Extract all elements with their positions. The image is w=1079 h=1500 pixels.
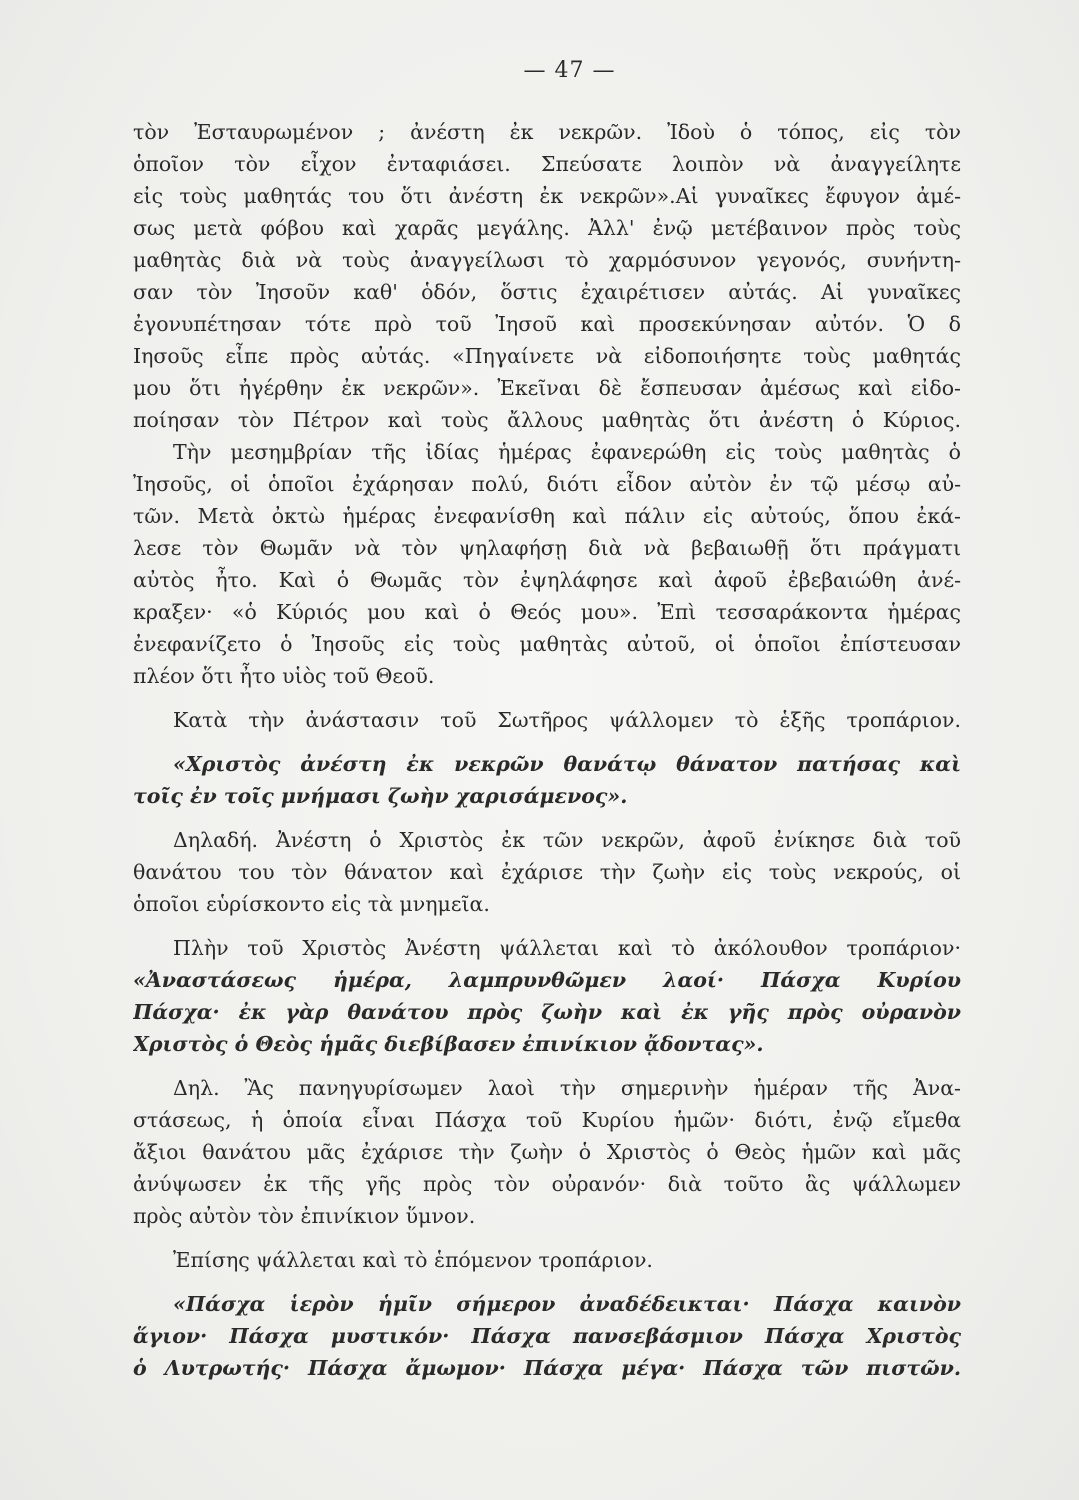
paragraph xyxy=(133,436,961,692)
text-line: σως μετὰ φόβου καὶ χαρᾶς μεγάλης. Ἀλλ' ἐνῷ μετέβαινον πρὸς τοὺς xyxy=(133,216,961,240)
text-line: Πάσχα· ἐκ γὰρ θανάτου πρὸς ζωὴν καὶ ἐκ γῆς πρὸς οὐρανὸν xyxy=(133,1000,961,1024)
text-line: Χριστὸς ὁ Θεὸς ἡμᾶς διεβίβασεν ἐπινίκιον ᾄδοντας». xyxy=(133,1032,764,1056)
paragraph xyxy=(133,824,961,920)
text-line: ἅγιον· Πάσχα μυστικόν· Πάσχα πανσεβάσμιον Πάσχα Χριστὸς xyxy=(133,1324,961,1348)
text-line: Ιησοῦς εἶπε πρὸς αὐτάς. «Πηγαίνετε νὰ εἰδοποιήσητε τοὺς μαθητάς xyxy=(133,344,961,368)
text-line: Τὴν μεσημβρίαν τῆς ἰδίας ἡμέρας ἐφανερώθη εἰς τοὺς μαθητὰς ὁ xyxy=(173,440,961,464)
text-line: ὁ Λυτρωτής· Πάσχα ἄμωμον· Πάσχα μέγα· Πάσχα τῶν πιστῶν. xyxy=(133,1356,961,1380)
text-line: Δηλαδή. Ἀνέστη ὁ Χριστὸς ἐκ τῶν νεκρῶν, ἀφοῦ ἐνίκησε διὰ τοῦ xyxy=(173,828,961,852)
hymn-paragraph xyxy=(133,1288,961,1384)
text-line: πρὸς αὐτὸν τὸν ἐπινίκιον ὕμνον. xyxy=(133,1204,476,1228)
paragraph xyxy=(133,1244,961,1276)
text-line: «Πάσχα ἱερὸν ἡμῖν σήμερον ἀναδέδεικται· Πάσχα καινὸν xyxy=(173,1292,961,1316)
text-line: «Ἀναστάσεως ἡμέρα, λαμπρυνθῶμεν λαοί· Πάσχα Κυρίου xyxy=(133,968,961,992)
text-line: λεσε τὸν Θωμᾶν νὰ τὸν ψηλαφήσῃ διὰ νὰ βεβαιωθῇ ὅτι πράγματι xyxy=(133,536,961,560)
text-line: μου ὅτι ἠγέρθην ἐκ νεκρῶν». Ἐκεῖναι δὲ ἔσπευσαν ἀμέσως καὶ εἰδο- xyxy=(133,376,961,400)
text-line: εἰς τοὺς μαθητάς του ὅτι ἀνέστη ἐκ νεκρῶν».Αἱ γυναῖκες ἔφυγον ἀμέ- xyxy=(133,184,961,208)
text-line: τοῖς ἐν τοῖς μνήμασι ζωὴν χαρισάμενος». xyxy=(133,784,628,808)
text-line: θανάτου του τὸν θάνατον καὶ ἐχάρισε τὴν ζωὴν εἰς τοὺς νεκρούς, οἱ xyxy=(133,860,961,884)
text-line: ὁποῖοι εὑρίσκοντο εἰς τὰ μνημεῖα. xyxy=(133,892,490,916)
text-line: Πλὴν τοῦ Χριστὸς Ἀνέστη ψάλλεται καὶ τὸ ἀκόλουθον τροπάριον· xyxy=(173,936,961,960)
text-line: «Χριστὸς ἀνέστη ἐκ νεκρῶν θανάτῳ θάνατον πατήσας καὶ xyxy=(173,752,961,776)
paragraph xyxy=(133,704,961,736)
text-line: ἄξιοι θανάτου μᾶς ἐχάρισε τὴν ζωὴν ὁ Χριστὸς ὁ Θεὸς ἡμῶν καὶ μᾶς xyxy=(133,1140,961,1164)
hymn-paragraph xyxy=(133,748,961,812)
text-line: κραξεν· «ὁ Κύριός μου καὶ ὁ Θεός μου». Ἐπὶ τεσσαράκοντα ἡμέρας xyxy=(133,600,961,624)
text-line: τὸν Ἐσταυρωμένον ; ἀνέστη ἐκ νεκρῶν. Ἰδοὺ ὁ τόπος, εἰς τὸν xyxy=(133,120,961,144)
text-line: ὁποῖον τὸν εἶχον ἐνταφιάσει. Σπεύσατε λοιπὸν νὰ ἀναγγείλητε xyxy=(133,152,961,176)
text-line: μαθητὰς διὰ νὰ τοὺς ἀναγγείλωσι τὸ χαρμόσυνον γεγονός, συνήντη- xyxy=(133,248,961,272)
text-line: πλέον ὅτι ἦτο υἱὸς τοῦ Θεοῦ. xyxy=(133,664,435,688)
text-line: Δηλ. Ἂς πανηγυρίσωμεν λαοὶ τὴν σημερινὴν ἡμέραν τῆς Ἀνα- xyxy=(173,1076,961,1100)
text-line: Κατὰ τὴν ἀνάστασιν τοῦ Σωτῆρος ψάλλομεν τὸ ἑξῆς τροπάριον. xyxy=(173,708,961,732)
text-line: αὐτὸς ἦτο. Καὶ ὁ Θωμᾶς τὸν ἐψηλάφησε καὶ ἀφοῦ ἐβεβαιώθη ἀνέ- xyxy=(133,568,961,592)
text-line: ποίησαν τὸν Πέτρον καὶ τοὺς ἄλλους μαθητὰς ὅτι ἀνέστη ὁ Κύριος. xyxy=(133,408,961,432)
text-line: ἐνεφανίζετο ὁ Ἰησοῦς εἰς τοὺς μαθητὰς αὐτοῦ, οἱ ὁποῖοι ἐπίστευσαν xyxy=(133,632,961,656)
text-line: ἀνύψωσεν ἐκ τῆς γῆς πρὸς τὸν οὐρανόν· διὰ τοῦτο ἂς ψάλλωμεν xyxy=(133,1172,961,1196)
paragraph xyxy=(133,932,961,964)
page-number: — 47 — xyxy=(523,58,616,83)
text-line: στάσεως, ἡ ὁποία εἶναι Πάσχα τοῦ Κυρίου ἡμῶν· διότι, ἐνῷ εἴμεθα xyxy=(133,1108,961,1132)
text-line: ἐγονυπέτησαν τότε πρὸ τοῦ Ἰησοῦ καὶ προσεκύνησαν αὐτόν. Ὁ δ xyxy=(133,312,961,336)
text-line: Ἰησοῦς, οἱ ὁποῖοι ἐχάρησαν πολύ, διότι εἶδον αὐτὸν ἐν τῷ μέσῳ αὐ- xyxy=(133,472,961,496)
body-text xyxy=(133,116,961,1384)
text-line: σαν τὸν Ἰησοῦν καθ' ὁδόν, ὅστις ἐχαιρέτισεν αὐτάς. Αἱ γυναῖκες xyxy=(133,280,961,304)
hymn-paragraph xyxy=(133,964,961,1060)
paragraph xyxy=(133,1072,961,1232)
text-line: τῶν. Μετὰ ὀκτὼ ἡμέρας ἐνεφανίσθη καὶ πάλιν εἰς αὐτούς, ὅπου ἐκά- xyxy=(133,504,961,528)
text-line: Ἐπίσης ψάλλεται καὶ τὸ ἑπόμενον τροπάριον. xyxy=(173,1248,653,1272)
paragraph xyxy=(133,116,961,436)
